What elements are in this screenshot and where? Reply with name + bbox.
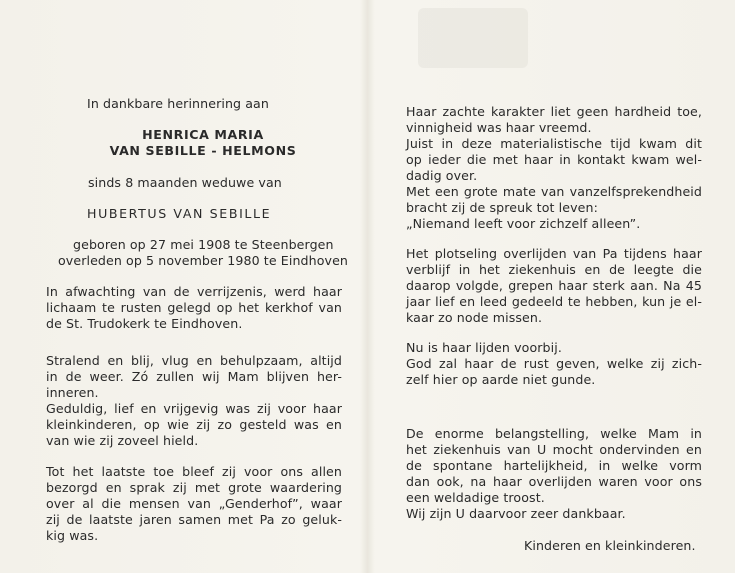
care-line-3: over al die mensen van „Genderhof”, waar xyxy=(46,496,342,511)
father-line-4: jaar lief en leed gedeeld te hebben, kun je el- xyxy=(406,294,702,309)
burial-line-3: de St. Trudokerk te Eindhoven. xyxy=(46,316,243,331)
rest-line-1: Nu is haar lijden voorbij. xyxy=(406,340,562,355)
care-line-1: Tot het laatste toe bleef zij voor ons allen xyxy=(46,464,342,479)
death-line: overleden op 5 november 1980 te Eindhoven xyxy=(58,253,348,268)
character-line-2: vinnigheid was haar vreemd. xyxy=(406,120,592,135)
memory-line-3: inneren. xyxy=(46,385,99,400)
father-line-5: kaar zo node missen. xyxy=(406,310,543,325)
father-line-2: verblijf in het ziekenhuis en de leegte die xyxy=(406,262,702,277)
thanks-line-1: De enorme belangstelling, welke Mam in xyxy=(406,426,702,441)
motto-line: „Niemand leeft voor zichzelf alleen”. xyxy=(406,216,641,231)
deceased-name-line-1: HENRICA MARIA xyxy=(142,127,264,142)
character-line-6: Met een grote mate van vanzelfsprekendheid xyxy=(406,184,702,199)
rest-line-3: zelf hier op aarde niet gunde. xyxy=(406,372,596,387)
character-line-3: Juist in deze materialistische tijd kwam dit xyxy=(406,136,702,151)
thanks-line-5: een weldadige troost. xyxy=(406,490,545,505)
thanks-line-2: het ziekenhuis van U mocht ondervinden en xyxy=(406,442,702,457)
care-line-5: kig was. xyxy=(46,528,99,543)
character-line-4: op ieder die met haar in kontakt kwam wel- xyxy=(406,152,702,167)
thanks-line-6: Wij zijn U daarvoor zeer dankbaar. xyxy=(406,506,626,521)
father-line-1: Het plotseling overlijden van Pa tijdens haar xyxy=(406,246,702,261)
signature: Kinderen en kleinkinderen. xyxy=(524,538,696,553)
memory-line-2: in de weer. Zó zullen wij Mam blijven her- xyxy=(46,369,342,384)
character-line-1: Haar zachte karakter liet geen hardheid toe, xyxy=(406,104,702,119)
care-line-2: bezorgd en sprak zij met grote waardering xyxy=(46,480,342,495)
husband-name: HUBERTUS VAN SEBILLE xyxy=(87,206,272,221)
deceased-name-line-2: VAN SEBILLE - HELMONS xyxy=(109,143,297,158)
widow-text: sinds 8 maanden weduwe van xyxy=(88,175,282,190)
grandchildren-line-2: kleinkinderen, op wie zij zo gesteld was en xyxy=(46,417,342,432)
burial-line-2: lichaam te rusten gelegd op het kerkhof van xyxy=(46,300,342,315)
memory-line-1: Stralend en blij, vlug en behulpzaam, altijd xyxy=(46,353,342,368)
intro-text: In dankbare herinnering aan xyxy=(87,96,269,111)
grandchildren-line-1: Geduldig, lief en vrijgevig was zij voor haar xyxy=(46,401,342,416)
thanks-line-3: de spontane hartelijkheid, in welke vorm xyxy=(406,458,702,473)
character-line-5: dadig over. xyxy=(406,168,478,183)
father-line-3: daarop volgde, grepen haar sterk aan. Na 45 xyxy=(406,278,702,293)
grandchildren-line-3: van wie zij zoveel hield. xyxy=(46,433,199,448)
care-line-4: zij de laatste jaren samen met Pa zo geluk- xyxy=(46,512,342,527)
burial-line-1: In afwachting van de verrijzenis, werd haar xyxy=(46,284,342,299)
thanks-line-4: dan ook, na haar overlijden waren voor ons xyxy=(406,474,702,489)
character-line-7: bracht zij de spreuk tot leven: xyxy=(406,200,598,215)
rest-line-2: God zal haar de rust geven, welke zij zich- xyxy=(406,356,702,371)
faded-print-mark xyxy=(418,8,528,68)
birth-line: geboren op 27 mei 1908 te Steenbergen xyxy=(73,237,334,252)
